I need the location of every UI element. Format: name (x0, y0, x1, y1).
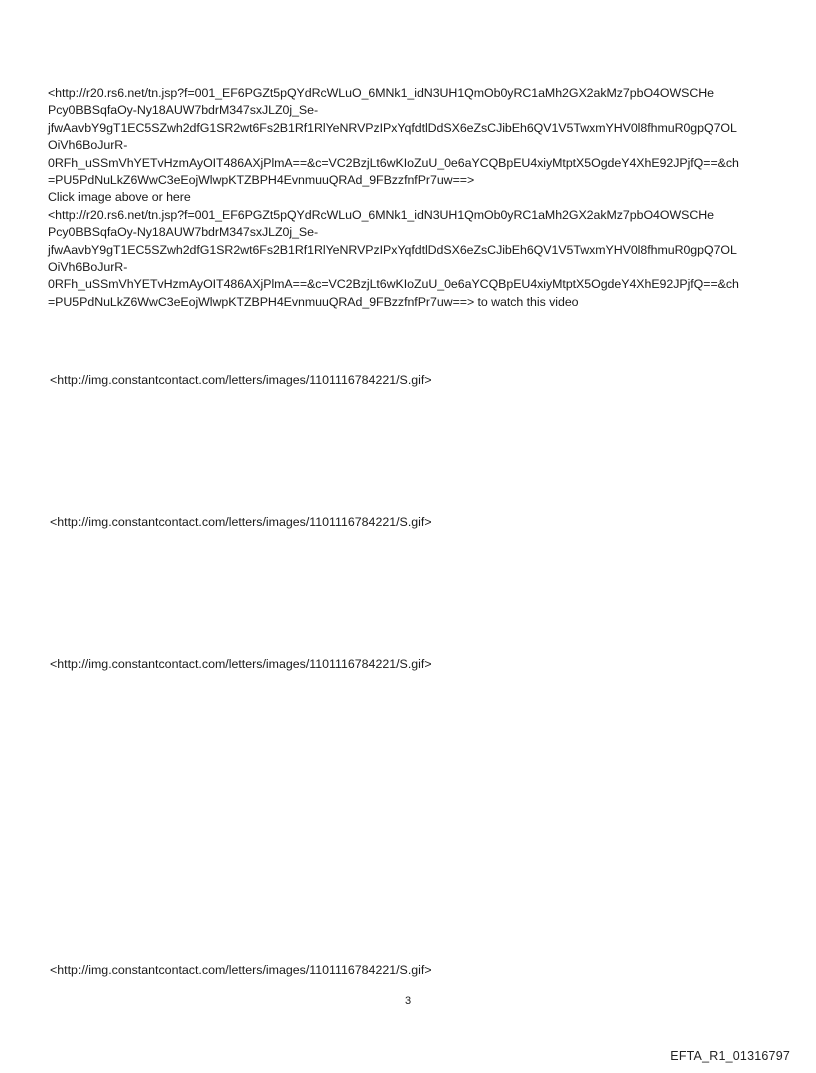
tracking-url-line[interactable]: Pcy0BBSqfaOy-Ny18AUW7bdrM347sxJLZ0j_Se- (48, 103, 319, 118)
image-url-reference[interactable]: <http://img.constantcontact.com/letters/images/1101116784221/S.gif> (50, 963, 432, 977)
tracking-url-line[interactable]: =PU5PdNuLkZ6WwC3eEojWlwpKTZBPH4EvnmuuQRAd_9FBzzfnfPr7uw==> (48, 173, 475, 188)
tracking-url-line[interactable]: 0RFh_uSSmVhYETvHzmAyOIT486AXjPlmA==&c=VC2BzjLt6wKIoZuU_0e6aYCQBpEU4xiyMtptX5OgdeY4XhE92JPjfQ==&ch (48, 155, 739, 170)
click-instruction-text: Click image above or here (48, 190, 191, 205)
page-number: 3 (404, 995, 412, 1007)
tracking-url-line[interactable]: jfwAavbY9gT1EC5SZwh2dfG1SR2wt6Fs2B1Rf1RlYeNRVPzIPxYqfdtlDdSX6eZsCJibEh6QV1V5TwxmYHV0l8fhmuR0gpQ7OL (48, 120, 737, 135)
tracking-url-line[interactable]: 0RFh_uSSmVhYETvHzmAyOIT486AXjPlmA==&c=VC2BzjLt6wKIoZuU_0e6aYCQBpEU4xiyMtptX5OgdeY4XhE92JPjfQ==&ch (48, 277, 739, 292)
image-url-reference[interactable]: <http://img.constantcontact.com/letters/images/1101116784221/S.gif> (50, 657, 432, 671)
document-id: EFTA_R1_01316797 (670, 1049, 790, 1063)
tracking-url-line[interactable]: OiVh6BoJurR- (48, 138, 128, 153)
image-url-reference[interactable]: <http://img.constantcontact.com/letters/images/1101116784221/S.gif> (50, 373, 432, 387)
video-link-block (48, 85, 776, 311)
tracking-url-line[interactable]: <http://r20.rs6.net/tn.jsp?f=001_EF6PGZt5pQYdRcWLuO_6MNk1_idN3UH1QmOb0yRC1aMh2GX2akMz7pbO4OWSCHe (48, 207, 714, 222)
tracking-url-line[interactable]: OiVh6BoJurR- (48, 260, 128, 275)
tracking-url-line[interactable]: <http://r20.rs6.net/tn.jsp?f=001_EF6PGZt5pQYdRcWLuO_6MNk1_idN3UH1QmOb0yRC1aMh2GX2akMz7pbO4OWSCHe (48, 86, 714, 100)
image-url-reference[interactable]: <http://img.constantcontact.com/letters/images/1101116784221/S.gif> (50, 515, 432, 529)
tracking-url-line[interactable]: jfwAavbY9gT1EC5SZwh2dfG1SR2wt6Fs2B1Rf1RlYeNRVPzIPxYqfdtlDdSX6eZsCJibEh6QV1V5TwxmYHV0l8fhmuR0gpQ7OL (48, 242, 737, 257)
tracking-url-line-watch-video[interactable]: =PU5PdNuLkZ6WwC3eEojWlwpKTZBPH4EvnmuuQRAd_9FBzzfnfPr7uw==> to watch this video (48, 294, 579, 309)
tracking-url-line[interactable]: Pcy0BBSqfaOy-Ny18AUW7bdrM347sxJLZ0j_Se- (48, 225, 319, 240)
